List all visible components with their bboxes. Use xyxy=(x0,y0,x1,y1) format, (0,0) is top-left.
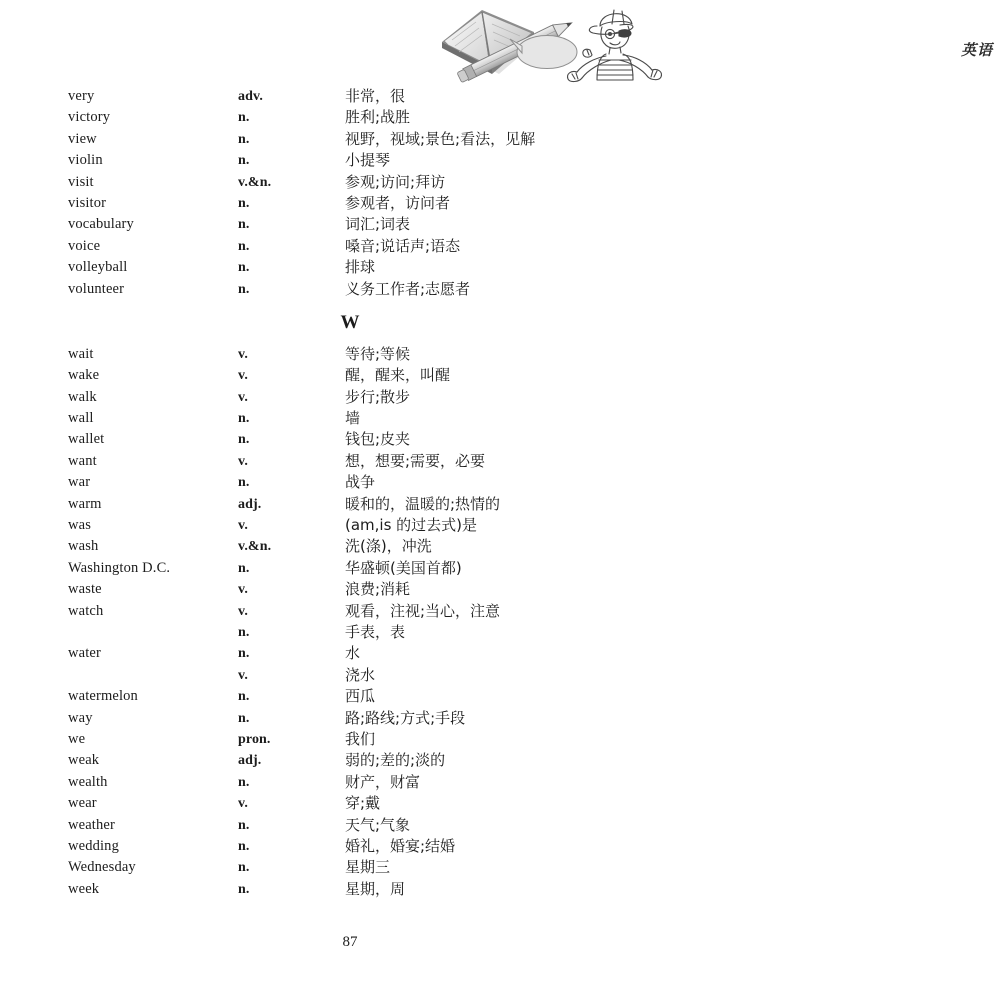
entry-definition: 嗓音;说话声;语态 xyxy=(345,236,461,255)
letter-section-heading xyxy=(0,300,700,344)
entry-definition: 非常，很 xyxy=(345,87,406,105)
dictionary-entry-row xyxy=(0,365,700,386)
entry-definition: 水 xyxy=(345,644,361,663)
entry-part-of-speech: v. xyxy=(238,603,248,619)
dictionary-entry-row xyxy=(0,622,700,643)
entry-definition: 参观者，访问者 xyxy=(345,193,451,212)
entry-part-of-speech: v. xyxy=(238,389,248,405)
entry-headword: watermelon xyxy=(68,688,138,705)
header-illustration xyxy=(430,0,993,90)
entry-headword: wall xyxy=(68,410,94,427)
letter-section-glyph: W xyxy=(340,311,360,333)
entry-definition: 弱的;差的;淡的 xyxy=(345,751,446,770)
entry-headword: wealth xyxy=(68,773,108,790)
entry-headword: weather xyxy=(68,816,115,833)
entry-definition: 战争 xyxy=(345,473,376,492)
dictionary-entry-row xyxy=(0,344,700,365)
entry-part-of-speech: n. xyxy=(238,774,250,790)
entry-headword: wash xyxy=(68,538,99,555)
entry-headword: week xyxy=(68,880,100,897)
entry-headword: Washington D.C. xyxy=(68,559,171,576)
entry-part-of-speech: n. xyxy=(238,475,250,491)
dictionary-entry-row xyxy=(0,601,700,622)
entry-headword: visitor xyxy=(68,194,107,211)
entry-part-of-speech: v. xyxy=(238,518,248,534)
entry-part-of-speech: n. xyxy=(238,195,250,211)
entry-part-of-speech: n. xyxy=(238,881,250,897)
entry-headword: victory xyxy=(68,109,111,126)
page-number: 87 xyxy=(342,934,358,950)
entry-definition: 穿;戴 xyxy=(345,794,381,813)
entry-part-of-speech: adv. xyxy=(238,89,263,104)
entry-headword: way xyxy=(68,709,93,726)
bubble-label: 英语 xyxy=(960,41,993,59)
dictionary-entry-row xyxy=(0,515,700,536)
entry-definition: 婚礼，婚宴;结婚 xyxy=(345,836,456,855)
entry-headword: weak xyxy=(68,752,100,769)
entry-headword: volleyball xyxy=(68,259,128,276)
dictionary-entry-row xyxy=(0,172,700,193)
entry-headword: wait xyxy=(68,345,94,362)
entry-definition: 步行;散步 xyxy=(345,387,411,406)
entry-definition: 华盛顿(美国首都) xyxy=(345,558,462,577)
entry-part-of-speech: adj. xyxy=(238,753,262,769)
dictionary-entry-row xyxy=(0,879,700,900)
dictionary-entry-row xyxy=(0,836,700,857)
entry-definition: 醒，醒来，叫醒 xyxy=(345,366,451,385)
entry-definition: 财产，财富 xyxy=(345,772,421,791)
entry-part-of-speech: n. xyxy=(238,432,250,448)
entry-headword: we xyxy=(68,730,86,747)
dictionary-entry-row xyxy=(0,558,700,579)
dictionary-entry-row xyxy=(0,472,700,493)
entry-definition: (am,is 的过去式)是 xyxy=(345,516,478,535)
entry-definition: 小提琴 xyxy=(345,151,391,170)
dictionary-entry-list xyxy=(0,86,700,900)
dictionary-entry-row xyxy=(0,772,700,793)
entry-headword: very xyxy=(68,88,95,104)
entry-headword: was xyxy=(68,517,92,534)
entry-definition: 词汇;词表 xyxy=(345,215,411,234)
entry-part-of-speech: n. xyxy=(238,260,250,276)
dictionary-entry-row xyxy=(0,150,700,171)
dictionary-entry-row xyxy=(0,494,700,515)
entry-part-of-speech: n. xyxy=(238,238,250,254)
dictionary-entry-row xyxy=(0,279,700,300)
cartoon-boy-icon xyxy=(568,10,662,82)
entry-definition: 想，想要;需要，必要 xyxy=(345,451,486,470)
dictionary-entry-row xyxy=(0,451,700,472)
entry-definition: 我们 xyxy=(345,729,376,748)
entry-headword: wedding xyxy=(68,837,119,854)
entry-definition: 观看，注视;当心，注意 xyxy=(345,601,501,620)
entry-definition: 天气;气象 xyxy=(345,815,411,834)
dictionary-entry-row xyxy=(0,214,700,235)
dictionary-entry-row xyxy=(0,686,700,707)
dictionary-entry-row xyxy=(0,815,700,836)
entry-headword: warm xyxy=(68,495,102,512)
entry-part-of-speech: v. xyxy=(238,453,248,469)
entry-part-of-speech: n. xyxy=(238,281,250,297)
dictionary-entry-row xyxy=(0,793,700,814)
entry-part-of-speech: pron. xyxy=(238,731,271,747)
entry-headword: waste xyxy=(68,581,102,598)
entry-headword: water xyxy=(68,645,101,662)
entry-part-of-speech: n. xyxy=(238,110,250,126)
entry-headword: view xyxy=(68,130,97,147)
dictionary-entry-row xyxy=(0,750,700,771)
dictionary-entry-row xyxy=(0,236,700,257)
entry-part-of-speech: n. xyxy=(238,624,250,640)
entry-definition: 排球 xyxy=(345,258,376,277)
entry-headword: wallet xyxy=(68,431,105,448)
entry-definition: 星期三 xyxy=(345,858,391,877)
entry-part-of-speech: v. xyxy=(238,796,248,812)
entry-definition: 等待;等候 xyxy=(345,344,411,363)
dictionary-entry-row xyxy=(0,193,700,214)
entry-part-of-speech: n. xyxy=(238,217,250,233)
dictionary-entry-row xyxy=(0,387,700,408)
dictionary-entry-row xyxy=(0,857,700,878)
entry-part-of-speech: n. xyxy=(238,153,250,169)
entry-part-of-speech: n. xyxy=(238,646,250,662)
dictionary-entry-row xyxy=(0,643,700,664)
entry-definition: 墙 xyxy=(345,409,361,428)
entry-part-of-speech: n. xyxy=(238,131,250,147)
entry-headword: vocabulary xyxy=(68,216,134,233)
entry-headword: voice xyxy=(68,237,101,254)
entry-part-of-speech: n. xyxy=(238,838,250,854)
entry-part-of-speech: n. xyxy=(238,689,250,705)
entry-definition: 路;路线;方式;手段 xyxy=(345,708,466,727)
entry-headword: volunteer xyxy=(68,280,125,297)
dictionary-entry-row xyxy=(0,729,700,750)
entry-definition: 浇水 xyxy=(345,665,376,684)
entry-part-of-speech: v. xyxy=(238,346,248,362)
entry-definition: 浪费;消耗 xyxy=(345,580,411,599)
entry-part-of-speech: v. xyxy=(238,582,248,598)
entry-headword: visit xyxy=(68,173,94,190)
entry-definition: 暖和的，温暖的;热情的 xyxy=(345,494,501,513)
dictionary-entry-row xyxy=(0,257,700,278)
entry-part-of-speech: n. xyxy=(238,710,250,726)
entry-definition: 洗(涤)，冲洗 xyxy=(345,537,432,556)
dictionary-entry-row xyxy=(0,408,700,429)
entry-definition: 西瓜 xyxy=(345,687,376,706)
entry-part-of-speech: n. xyxy=(238,560,250,576)
entry-definition: 星期，周 xyxy=(345,879,406,898)
entry-definition: 胜利;战胜 xyxy=(345,108,411,127)
dictionary-entry-row xyxy=(0,129,700,150)
entry-definition: 义务工作者;志愿者 xyxy=(345,279,471,298)
dictionary-entry-row xyxy=(0,429,700,450)
entry-headword: want xyxy=(68,452,97,469)
entry-part-of-speech: v.&n. xyxy=(238,174,272,190)
entry-headword: walk xyxy=(68,388,97,405)
entry-part-of-speech: v. xyxy=(238,368,248,384)
entry-part-of-speech: v. xyxy=(238,667,248,683)
entry-headword: wake xyxy=(68,367,100,384)
entry-definition: 手表，表 xyxy=(345,622,406,641)
entry-headword: violin xyxy=(68,152,103,169)
entry-part-of-speech: adj. xyxy=(238,496,262,512)
entry-headword: war xyxy=(68,474,91,491)
dictionary-entry-row xyxy=(0,86,700,107)
entry-part-of-speech: n. xyxy=(238,411,250,427)
entry-part-of-speech: n. xyxy=(238,817,250,833)
dictionary-entry-row xyxy=(0,665,700,686)
dictionary-entry-row xyxy=(0,536,700,557)
entry-definition: 视野，视域;景色;看法，见解 xyxy=(345,129,536,148)
dictionary-entry-row xyxy=(0,708,700,729)
entry-definition: 参观;访问;拜访 xyxy=(345,172,446,191)
entry-headword: Wednesday xyxy=(68,859,136,876)
entry-part-of-speech: v.&n. xyxy=(238,539,272,555)
entry-part-of-speech: n. xyxy=(238,860,250,876)
dictionary-entry-row xyxy=(0,107,700,128)
entry-definition: 钱包;皮夹 xyxy=(345,430,411,449)
entry-headword: wear xyxy=(68,795,97,812)
entry-headword: watch xyxy=(68,602,104,619)
dictionary-entry-row xyxy=(0,579,700,600)
